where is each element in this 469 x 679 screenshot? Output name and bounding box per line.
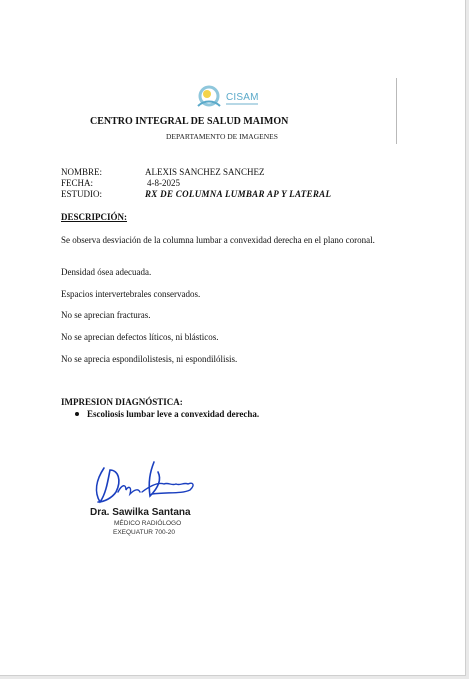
handwritten-signature <box>92 458 202 508</box>
description-paragraph: Se observa desviación de la columna lumbar a convexidad derecha en el plano coronal. <box>61 235 375 245</box>
org-title: CENTRO INTEGRAL DE SALUD MAIMON <box>90 116 289 127</box>
name-label: NOMBRE: <box>61 167 103 177</box>
date-label: FECHA: <box>61 178 94 188</box>
name-value: ALEXIS SANCHEZ SANCHEZ <box>145 167 265 177</box>
signature-name: Dra. Sawilka Santana <box>90 507 191 518</box>
description-paragraph: Espacios intervertebrales conservados. <box>61 289 201 299</box>
signature-exequatur: EXEQUATUR 700-20 <box>113 529 176 536</box>
description-paragraph: No se aprecia espondilolistesis, ni espondilólisis. <box>61 354 238 364</box>
impression-text: Escoliosis lumbar leve a convexidad derecha. <box>87 409 260 419</box>
impression-item <box>75 409 259 419</box>
signature-role: MÉDICO RADIÓLOGO <box>114 520 182 527</box>
department-name: DEPARTAMENTO DE IMAGENES <box>166 132 278 141</box>
study-value: RX DE COLUMNA LUMBAR AP Y LATERAL <box>145 189 332 199</box>
description-paragraph: No se aprecian fracturas. <box>61 310 151 320</box>
logo-tagline <box>226 103 258 105</box>
impression-heading: IMPRESION DIAGNÓSTICA: <box>61 397 183 407</box>
cisam-logo <box>192 84 264 110</box>
date-value: 4-8-2025 <box>147 178 180 188</box>
description-paragraph: Densidad ósea adecuada. <box>61 267 152 277</box>
description-paragraph: No se aprecian defectos líticos, ni blásticos. <box>61 332 219 342</box>
logo-emblem-icon <box>192 84 226 110</box>
bullet-icon <box>75 412 79 416</box>
study-label: ESTUDIO: <box>61 189 102 199</box>
description-heading: DESCRIPCIÓN: <box>61 212 128 222</box>
margin-guide <box>396 78 397 144</box>
logo-text: CISAM <box>226 92 259 103</box>
